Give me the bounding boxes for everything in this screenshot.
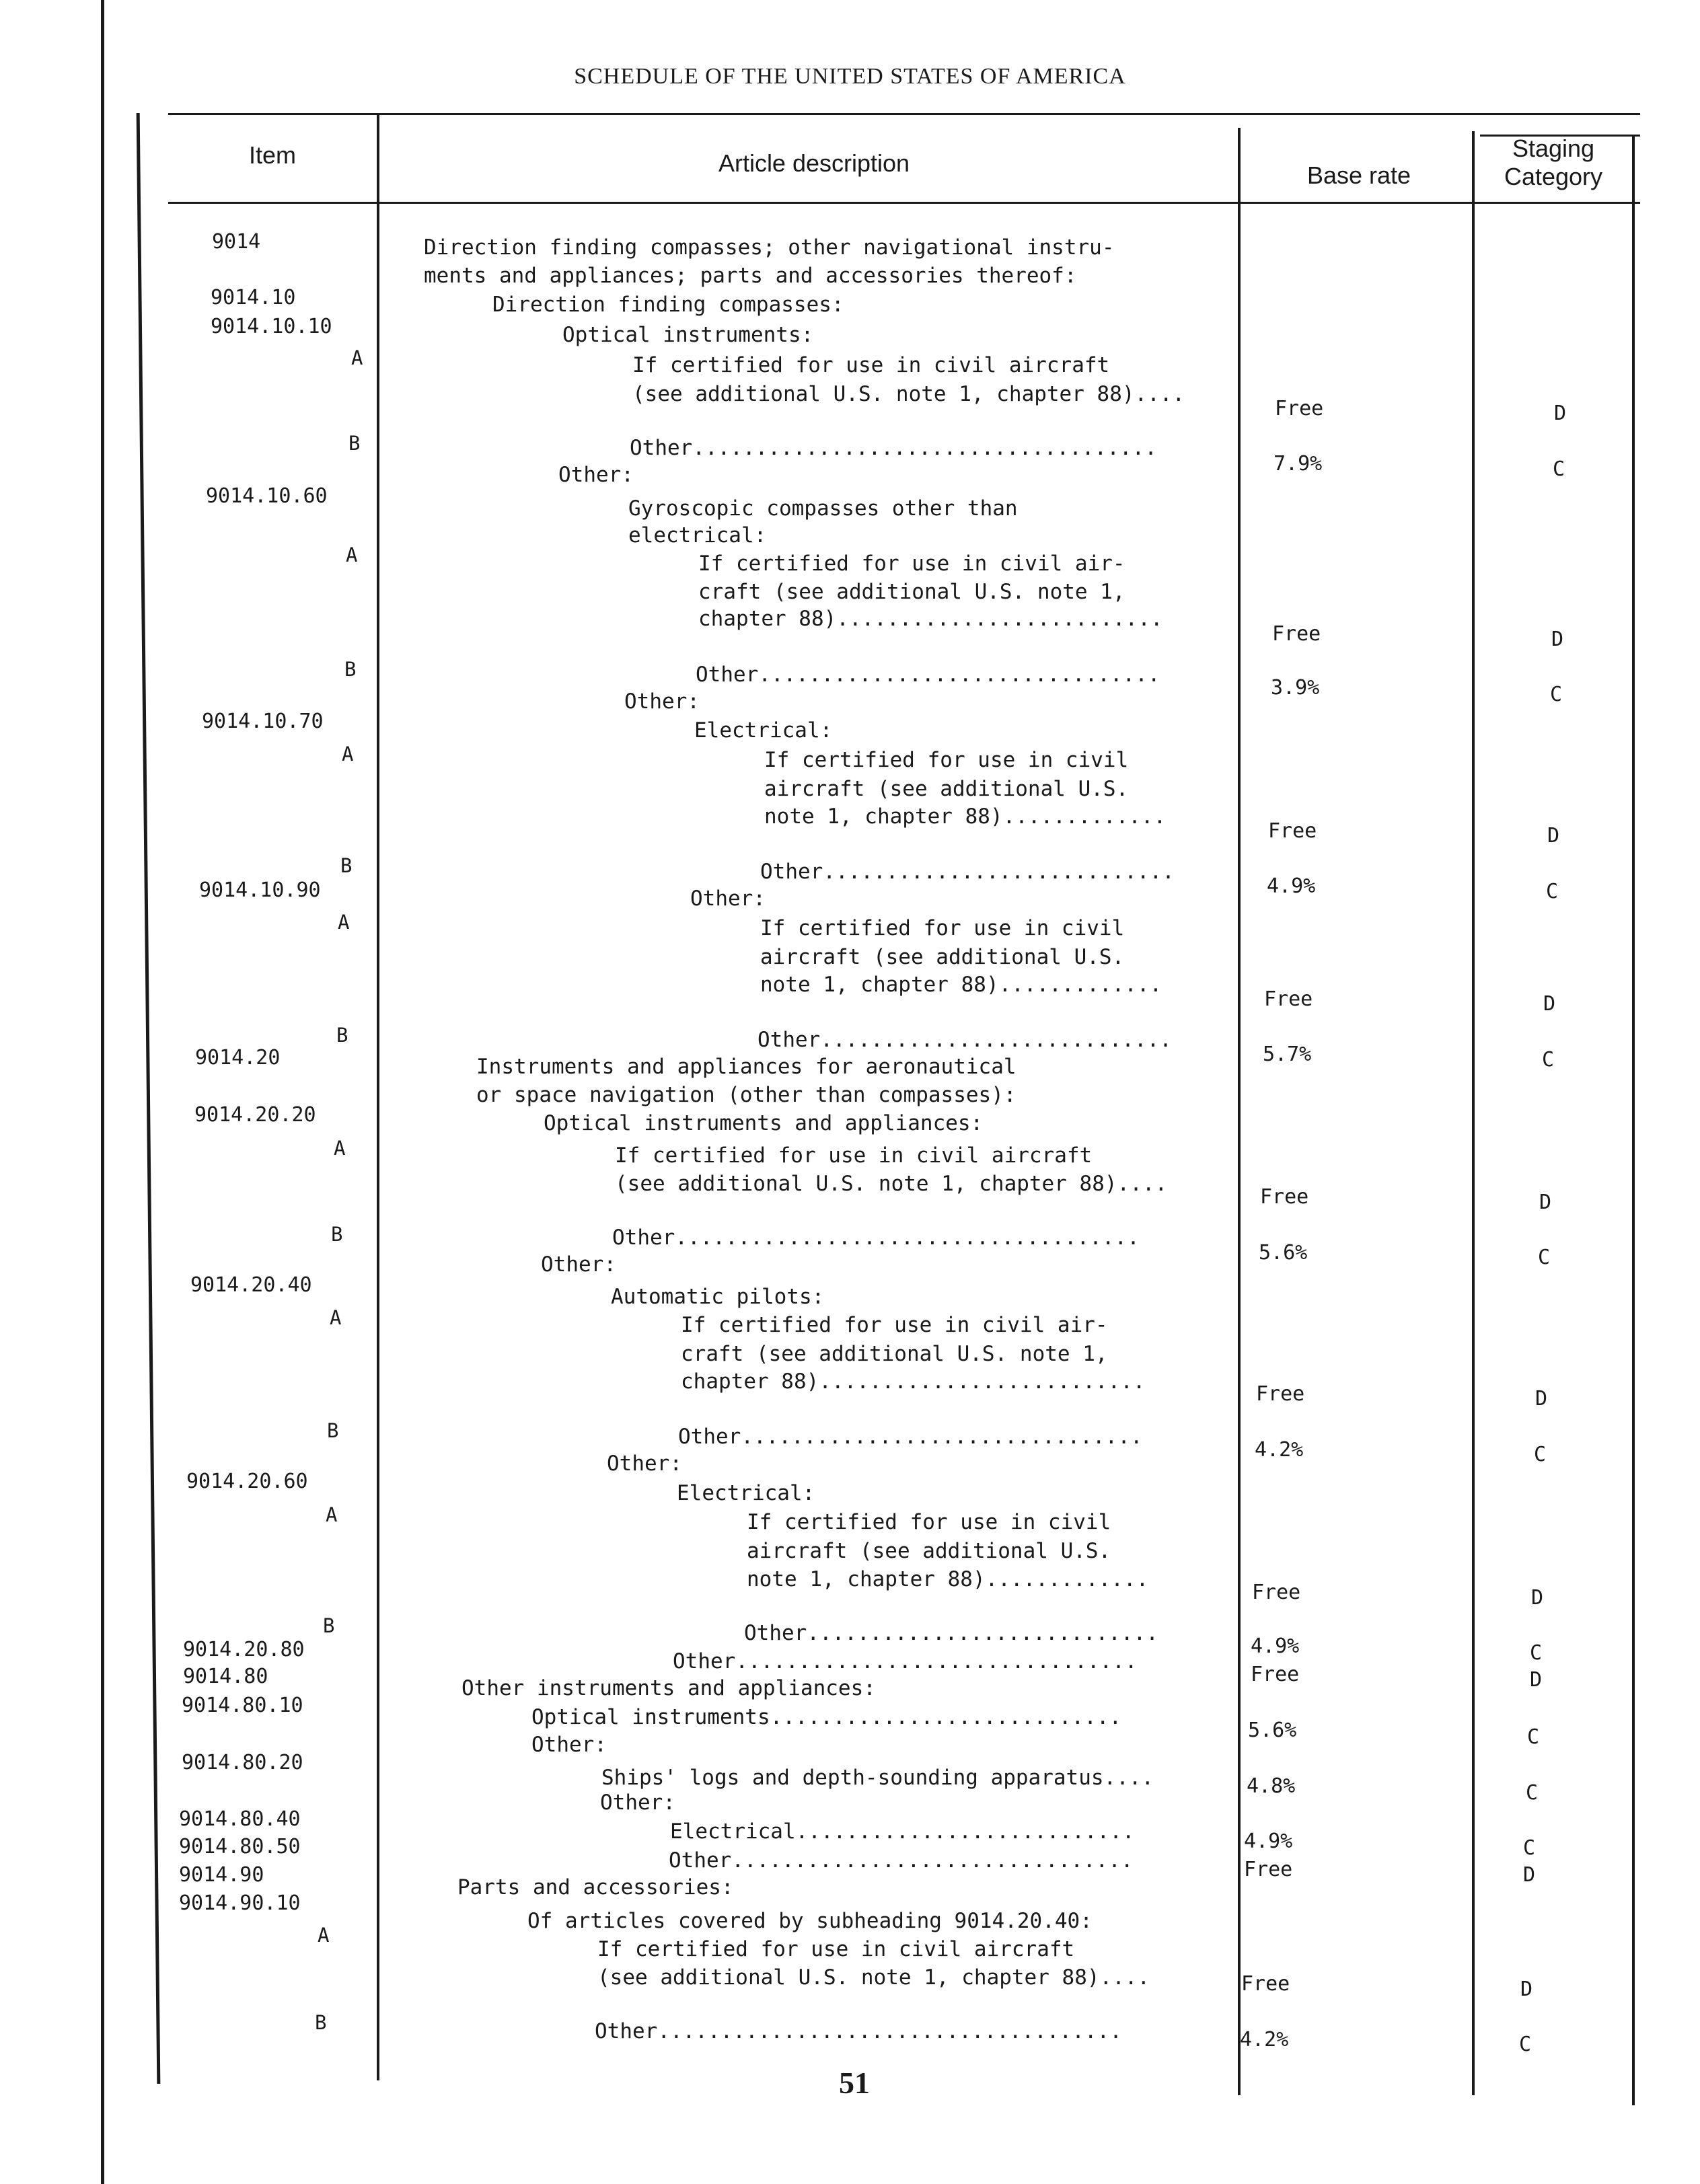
staging-category: D [1554, 402, 1567, 425]
subitem-letter: B [323, 1614, 335, 1637]
description-line: Optical instruments and appliances: [544, 1111, 984, 1135]
description-line: Gyroscopic compasses other than [628, 496, 1018, 521]
staging-category: D [1535, 1387, 1548, 1410]
staging-category: C [1526, 1781, 1539, 1805]
description-line: Other................................ [696, 663, 1160, 687]
description-line: or space navigation (other than compasses): [476, 1083, 1017, 1107]
base-rate: 4.2% [1240, 2028, 1289, 2051]
item-code: 9014.80.50 [179, 1835, 301, 1858]
base-rate: 5.6% [1248, 1719, 1297, 1742]
base-rate: Free [1268, 819, 1317, 843]
base-rate: Free [1260, 1185, 1309, 1209]
description-line: Other instruments and appliances: [461, 1676, 876, 1700]
description-line: Other..................................... [595, 2019, 1122, 2043]
subitem-letter: B [344, 658, 357, 681]
description-line: Other..................................... [612, 1226, 1140, 1250]
description-line: aircraft (see additional U.S. [764, 777, 1129, 801]
staging-category: C [1530, 1641, 1543, 1665]
description-line: If certified for use in civil aircraft [597, 1937, 1075, 1961]
staging-category: D [1530, 1668, 1543, 1692]
description-line: Other: [607, 1452, 682, 1476]
subitem-letter: A [330, 1306, 342, 1329]
description-line: Other: [531, 1733, 607, 1757]
description-line: Optical instruments............................ [531, 1705, 1122, 1729]
subitem-letter: B [336, 1024, 348, 1047]
description-line: Other............................ [757, 1028, 1172, 1052]
subitem-letter: A [351, 346, 363, 369]
subitem-letter: B [327, 1419, 339, 1442]
page-number: 51 [839, 2066, 870, 2100]
item-code: 9014.10.10 [211, 315, 332, 338]
base-rate: 5.6% [1259, 1241, 1308, 1265]
description-line: Other: [558, 463, 634, 487]
staging-category: D [1539, 1191, 1552, 1214]
description-line: aircraft (see additional U.S. [760, 945, 1125, 969]
base-rate: Free [1264, 987, 1313, 1011]
description-line: craft (see additional U.S. note 1, [698, 580, 1125, 604]
description-line: Other..................................... [630, 436, 1157, 460]
subitem-letter: B [331, 1223, 343, 1246]
header-base-rate: Base rate [1306, 161, 1411, 189]
staging-category: C [1523, 1836, 1536, 1860]
description-line: chapter 88).......................... [681, 1369, 1146, 1394]
description-line: note 1, chapter 88)............. [764, 804, 1167, 829]
description-line: Other................................ [669, 1848, 1134, 1873]
base-rate: Free [1244, 1858, 1293, 1881]
description-line: Parts and accessories: [457, 1875, 734, 1899]
subitem-letter: B [315, 2011, 327, 2034]
page-edge-mark [101, 0, 104, 2184]
description-column-divider [1238, 128, 1241, 2095]
item-code: 9014.20.60 [186, 1470, 308, 1493]
item-code: 9014.10.90 [199, 878, 321, 902]
description-line: Other: [690, 887, 766, 911]
description-line: Other: [541, 1252, 616, 1277]
item-code: 9014 [212, 230, 261, 254]
description-line: Ships' logs and depth-sounding apparatus.... [601, 1766, 1154, 1790]
description-line: If certified for use in civil air- [681, 1313, 1108, 1337]
description-line: chapter 88).......................... [698, 607, 1163, 631]
rate-column-divider [1472, 131, 1475, 2095]
base-rate: 4.9% [1267, 874, 1316, 898]
description-line: (see additional U.S. note 1, chapter 88).... [632, 382, 1185, 406]
item-code: 9014.80.10 [182, 1694, 303, 1717]
description-line: Direction finding compasses: [492, 293, 844, 317]
description-line: If certified for use in civil [764, 748, 1129, 772]
table-top-rule [168, 113, 1640, 115]
description-line: Direction finding compasses; other navigational instru- [424, 235, 1115, 260]
base-rate: 4.2% [1255, 1438, 1304, 1462]
item-code: 9014.20.80 [183, 1638, 305, 1661]
base-rate: 4.9% [1251, 1634, 1300, 1658]
staging-category: C [1546, 880, 1559, 903]
item-code: 9014.20 [195, 1046, 281, 1069]
header-item: Item [248, 141, 296, 169]
description-line: Electrical: [694, 718, 833, 743]
staging-category: C [1538, 1246, 1551, 1269]
item-code: 9014.10 [211, 286, 296, 309]
staging-category: D [1551, 628, 1564, 651]
base-rate: Free [1256, 1382, 1305, 1406]
description-line: If certified for use in civil aircraft [615, 1143, 1093, 1168]
staging-category: C [1553, 457, 1565, 481]
description-line: note 1, chapter 88)............. [747, 1567, 1149, 1591]
base-rate: Free [1241, 1972, 1290, 1996]
description-line: Other................................ [673, 1649, 1138, 1673]
staging-category: C [1550, 683, 1563, 706]
subitem-letter: B [348, 432, 361, 455]
description-line: Other............................ [744, 1621, 1158, 1645]
subitem-letter: A [338, 911, 350, 934]
staging-category: C [1534, 1443, 1547, 1466]
item-code: 9014.90 [179, 1863, 264, 1887]
item-code: 9014.80.40 [179, 1807, 301, 1831]
description-line: Other: [624, 689, 700, 714]
item-column-divider [377, 113, 379, 2080]
subitem-letter: A [318, 1924, 330, 1947]
subitem-letter: A [346, 543, 358, 566]
staging-category: C [1527, 1725, 1540, 1749]
item-code: 9014.80 [183, 1665, 268, 1688]
description-line: If certified for use in civil [760, 916, 1125, 940]
header-description: Article description [718, 149, 910, 177]
staging-category: D [1547, 824, 1560, 848]
description-line: electrical: [628, 523, 767, 548]
description-line: (see additional U.S. note 1, chapter 88).... [597, 1965, 1150, 1990]
description-line: Other: [600, 1791, 675, 1815]
description-line: ments and appliances; parts and accessories thereof: [424, 264, 1077, 288]
subitem-letter: A [334, 1137, 346, 1160]
base-rate: 5.7% [1263, 1043, 1312, 1066]
header-staging: Staging [1512, 135, 1595, 162]
description-line: craft (see additional U.S. note 1, [681, 1342, 1108, 1366]
description-line: (see additional U.S. note 1, chapter 88).... [615, 1172, 1168, 1196]
staging-category: D [1531, 1586, 1544, 1610]
description-line: Electrical........................... [670, 1819, 1135, 1844]
header-bottom-rule [168, 202, 1640, 204]
item-code: 9014.10.70 [202, 710, 324, 733]
base-rate: 3.9% [1271, 676, 1320, 700]
description-line: If certified for use in civil aircraft [632, 353, 1110, 377]
base-rate: 7.9% [1273, 452, 1323, 476]
staging-category: C [1519, 2033, 1532, 2056]
table-left-border [137, 113, 161, 2084]
description-line: Optical instruments: [562, 323, 814, 347]
item-code: 9014.20.40 [190, 1273, 312, 1297]
base-rate: 4.9% [1244, 1830, 1293, 1853]
subitem-letter: B [340, 854, 353, 877]
item-code: 9014.90.10 [179, 1891, 301, 1915]
subitem-letter: A [326, 1503, 338, 1526]
base-rate: Free [1251, 1663, 1300, 1686]
staging-category: D [1523, 1863, 1536, 1887]
description-line: Of articles covered by subheading 9014.20.40: [527, 1909, 1093, 1933]
description-line: If certified for use in civil [747, 1510, 1111, 1534]
subitem-letter: A [342, 743, 354, 765]
item-code: 9014.10.60 [206, 484, 328, 508]
description-line: note 1, chapter 88)............. [760, 973, 1162, 997]
base-rate: Free [1272, 622, 1321, 646]
table-right-border [1632, 135, 1635, 2105]
running-title: SCHEDULE OF THE UNITED STATES OF AMERICA [574, 64, 1126, 89]
description-line: Other................................ [678, 1425, 1143, 1449]
staging-category: D [1543, 992, 1556, 1016]
base-rate: 4.8% [1247, 1774, 1296, 1798]
description-line: Other............................ [760, 860, 1175, 884]
staging-category: D [1520, 1978, 1533, 2001]
description-line: Electrical: [677, 1481, 815, 1505]
description-line: If certified for use in civil air- [698, 552, 1125, 576]
base-rate: Free [1252, 1581, 1301, 1604]
description-line: aircraft (see additional U.S. [747, 1539, 1111, 1563]
description-line: Instruments and appliances for aeronautical [476, 1055, 1017, 1079]
item-code: 9014.20.20 [194, 1103, 316, 1127]
header-category: Category [1504, 163, 1603, 190]
base-rate: Free [1275, 397, 1324, 420]
description-line: Automatic pilots: [611, 1285, 825, 1309]
staging-category: C [1542, 1048, 1555, 1071]
item-code: 9014.80.20 [182, 1751, 303, 1774]
